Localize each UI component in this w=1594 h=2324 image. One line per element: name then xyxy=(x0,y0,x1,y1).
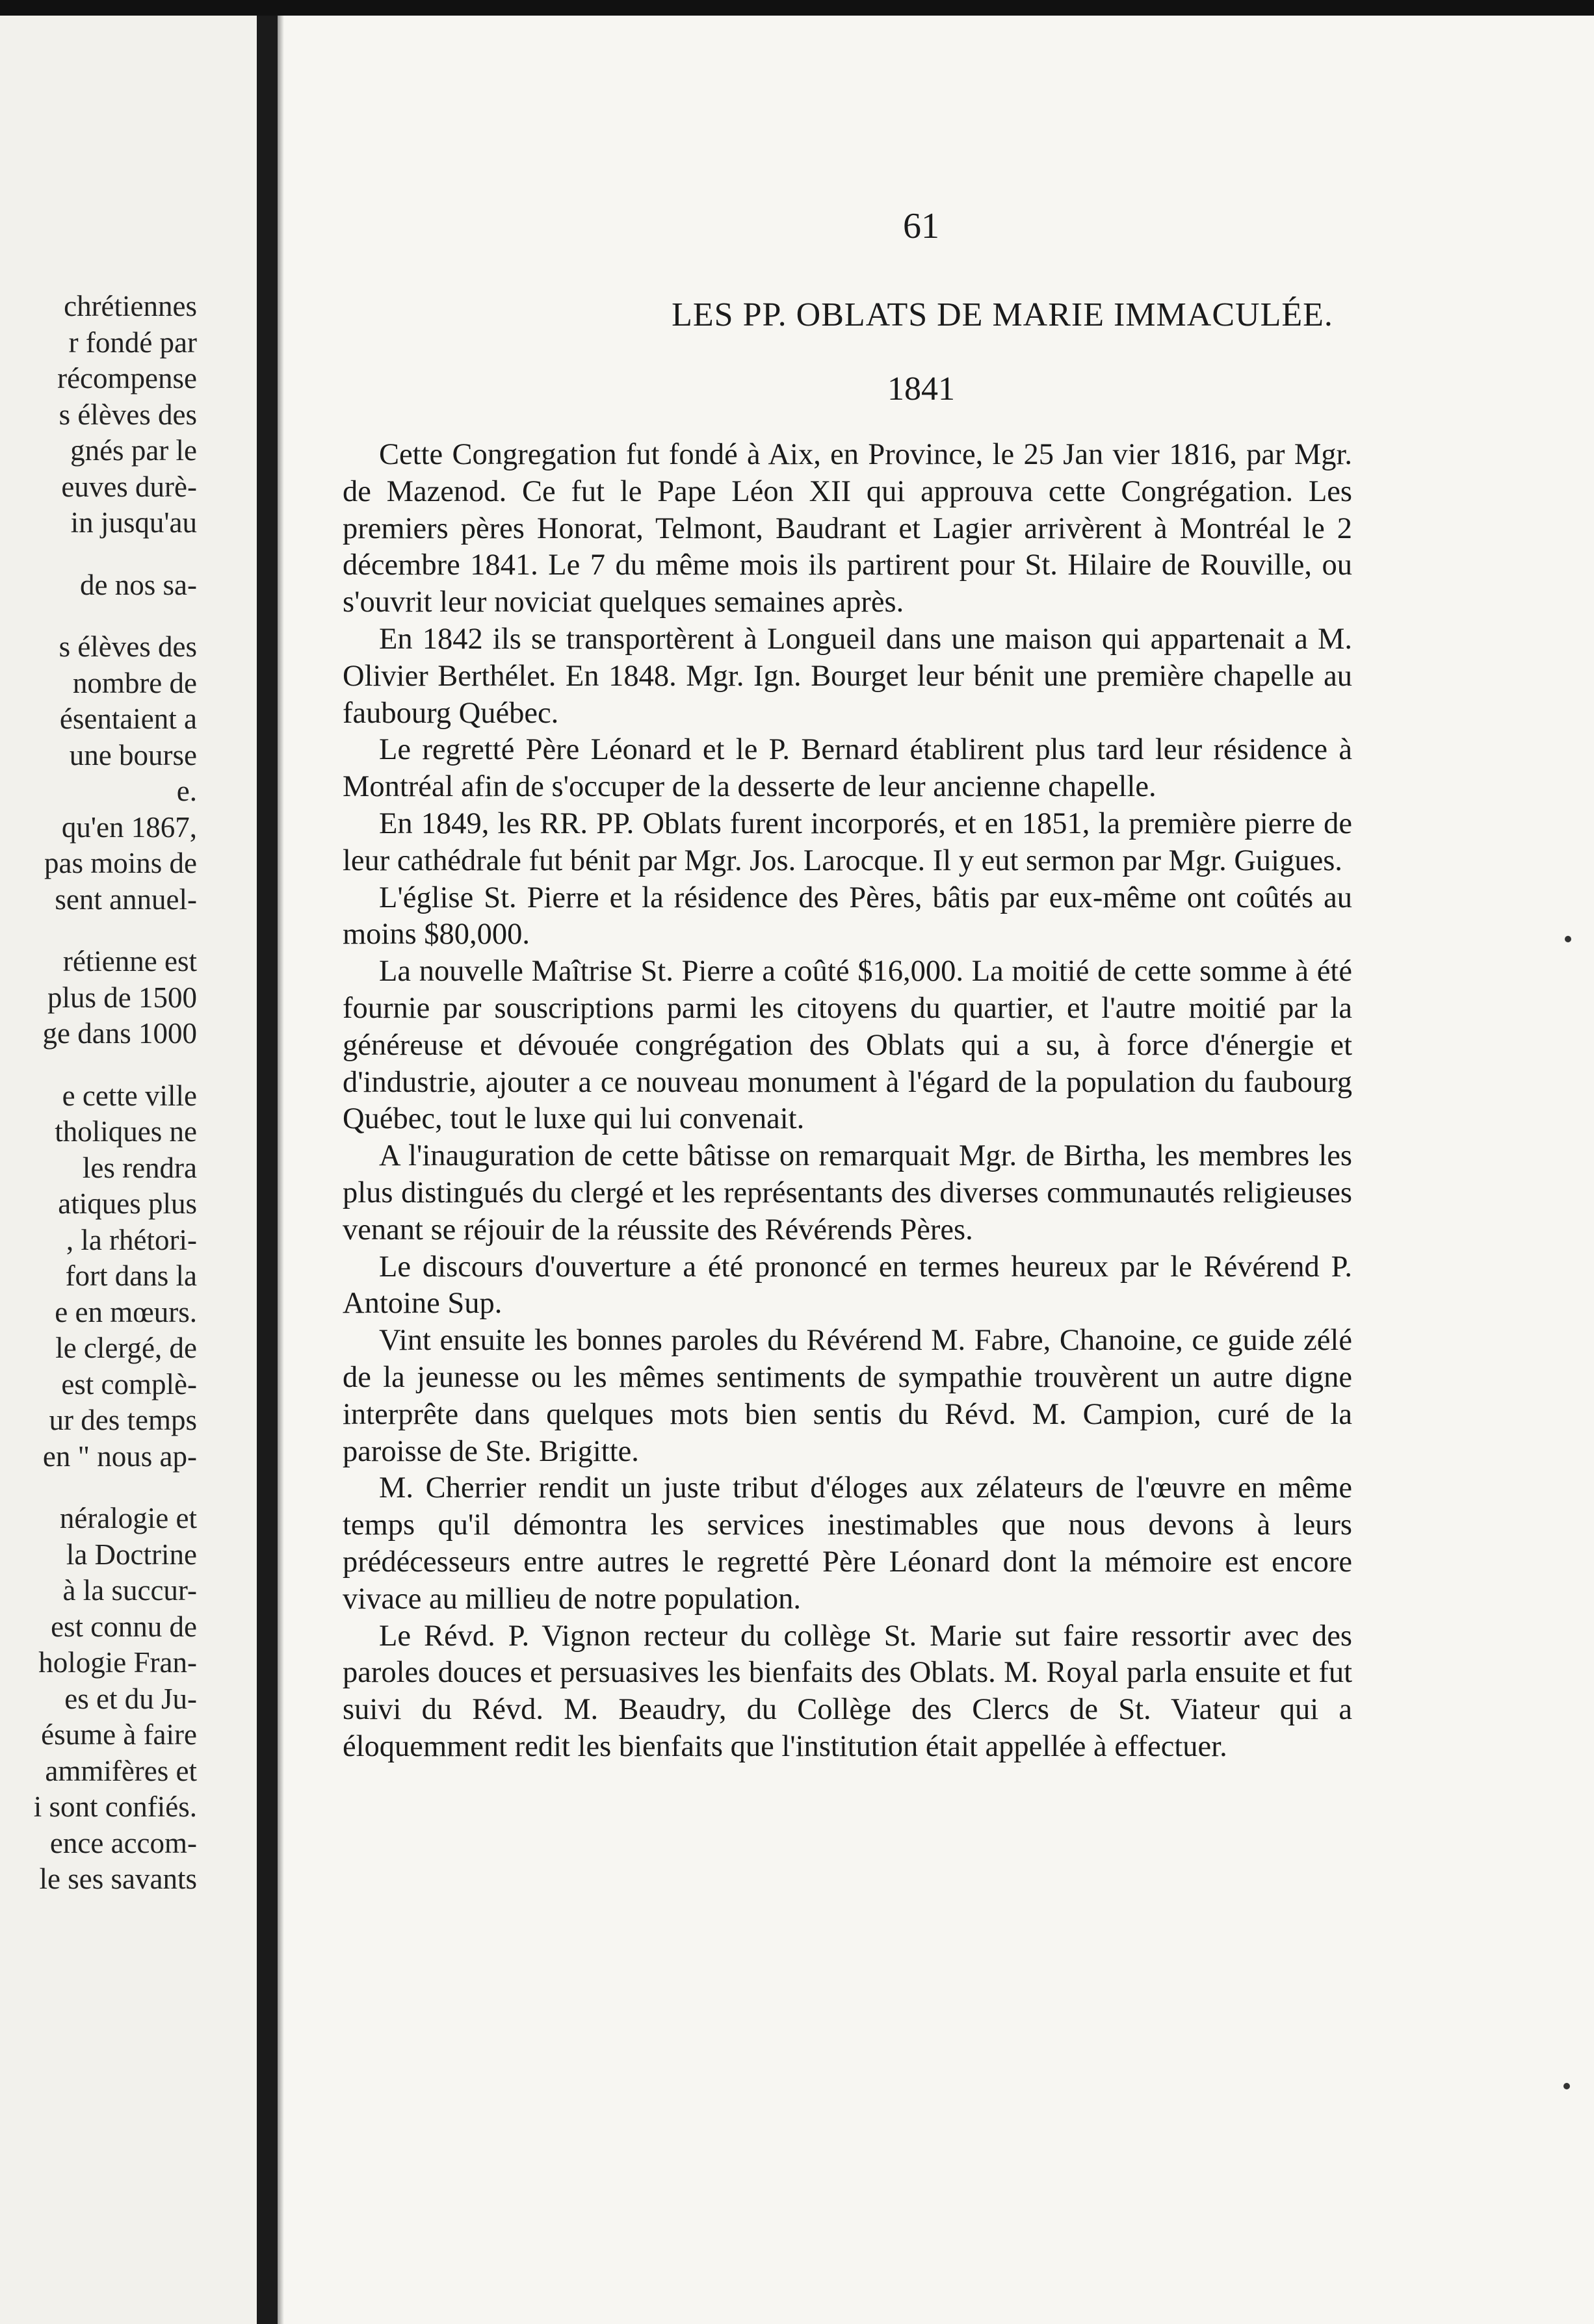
paragraph: En 1842 ils se transportèrent à Longueil dans une maison qui appartenait a M. Olivier Berthélet. En 1848. Mgr. Ign. Bourget leur bénit une première chapelle au faubourg Québec. xyxy=(343,622,1352,730)
facing-page-line: ur des temps xyxy=(49,1404,197,1436)
facing-page-line: le clergé, de xyxy=(55,1332,197,1364)
paragraph: Le discours d'ouverture a été prononcé en termes heureux par le Révérend P. Antoine Sup. xyxy=(343,1250,1352,1321)
gutter-shadow xyxy=(278,16,284,2324)
section-year: 1841 xyxy=(887,370,955,407)
facing-page-line: r fondé par xyxy=(68,326,197,359)
facing-page-line: nombre de xyxy=(72,666,197,699)
scan-speck xyxy=(1563,2083,1570,2089)
facing-page-line: ésentaient a xyxy=(59,703,197,735)
facing-page-line: une bourse xyxy=(69,738,197,771)
page xyxy=(284,16,1594,2324)
facing-page-line: plus de 1500 xyxy=(47,981,197,1014)
paragraph: En 1849, les RR. PP. Oblats furent incorporés, et en 1851, la première pierre de leur cathédrale fut bénit par Mgr. Jos. Larocque. Il y eut sermon par Mgr. Guigues. xyxy=(343,807,1352,877)
paragraph: Cette Congregation fut fondé à Aix, en Province, le 25 Jan vier 1816, par Mgr. de Mazenod. Ce fut le Pape Léon XII qui approuva cette Congrégation. Les premiers pères Honorat, Telmont, Baudrant et Lagier arrivèrent à Montréal le 2 décembre 1841. Le 7 du même mois ils partirent pour St. Hilaire de Rouville, ou s'ouvrit leur noviciat quelques semaines après. xyxy=(343,438,1352,619)
facing-page-line: sent annuel- xyxy=(55,883,197,916)
facing-page-line: e. xyxy=(176,775,197,807)
body-text xyxy=(343,437,1352,1766)
facing-page-line: tholiques ne xyxy=(55,1115,197,1148)
facing-page-line: le ses savants xyxy=(39,1863,197,1895)
facing-page-line: fort dans la xyxy=(65,1259,197,1292)
paragraph: La nouvelle Maîtrise St. Pierre a coûté $16,000. La moitié de cette somme à été fournie par souscriptions parmi les citoyens du quartier, et l'autre moitié par la généreuse et dévouée congrégation des Oblats qui a su, à force d'énergie et d'industrie, ajouter a ce nouveau monument à l'égard de la population du faubourg Québec, tout le luxe qui lui convenait. xyxy=(343,955,1352,1136)
facing-page-line: néralogie et xyxy=(59,1502,197,1534)
facing-page-line: ammifères et xyxy=(45,1754,197,1787)
facing-page-line: s élèves des xyxy=(59,398,197,431)
paragraph: A l'inauguration de cette bâtisse on remarquait Mgr. de Birtha, les membres les plus distingués du clergé et les représentants des diverses communautés religieuses venant se réjouir de la réussite des Révérends Pères. xyxy=(343,1139,1352,1246)
facing-page-line: euves durè- xyxy=(61,470,197,503)
facing-page-line: est complè- xyxy=(61,1367,197,1401)
facing-page-line: , la rhétori- xyxy=(66,1223,197,1256)
facing-page-line: à la succur- xyxy=(62,1574,197,1607)
paragraph: L'église St. Pierre et la résidence des Pères, bâtis par eux-même ont coûtés au moins $80,000. xyxy=(343,881,1352,951)
facing-page-line: chrétiennes xyxy=(64,290,197,322)
facing-page-fragment xyxy=(0,16,257,2324)
facing-page-line: ge dans 1000 xyxy=(42,1017,197,1050)
paragraph: Le regretté Père Léonard et le P. Bernard établirent plus tard leur résidence à Montréal afin de s'occuper de la desserte de leur ancienne chapelle. xyxy=(343,733,1352,804)
facing-page-line: ésume à faire xyxy=(41,1718,197,1751)
facing-page-line: e cette ville xyxy=(62,1079,197,1112)
facing-page-text xyxy=(0,289,257,2316)
facing-page-line: est connu de xyxy=(51,1610,197,1643)
paragraph: Vint ensuite les bonnes paroles du Révérend M. Fabre, Chanoine, ce guide zélé de la jeunesse ou les mêmes sentiments de sympathie trouvèrent un autre digne interprête dans quelques mots bien sentis du Révd. M. Campion, curé de la paroisse de Ste. Brigitte. xyxy=(343,1324,1352,1468)
facing-page-line: e en mœurs. xyxy=(55,1295,197,1328)
facing-page-line: atiques plus xyxy=(58,1187,197,1220)
facing-page-line: in jusqu'au xyxy=(70,506,197,539)
scan-top-border xyxy=(0,0,1594,16)
line-gap xyxy=(0,541,257,567)
paragraph: Le Révd. P. Vignon recteur du collège St. Marie sut faire ressortir avec des paroles douces et persuasives les bienfaits des Oblats. M. Royal parla ensuite et fut suivi du Révd. M. Beaudry, du Collège des Clercs de St. Viateur qui a éloquemment redit les bienfaits que l'institution était appellée à effectuer. xyxy=(343,1619,1352,1763)
line-gap xyxy=(0,603,257,629)
facing-page-line: ence accom- xyxy=(49,1826,197,1859)
line-gap xyxy=(0,918,257,944)
facing-page-line: de nos sa- xyxy=(80,568,197,601)
facing-page-line: rétienne est xyxy=(62,945,197,977)
scan-speck xyxy=(1565,936,1571,942)
facing-page-line: en " nous ap- xyxy=(42,1440,197,1473)
facing-page-line: pas moins de xyxy=(44,847,197,879)
page-number: 61 xyxy=(903,206,939,246)
facing-page-line: es et du Ju- xyxy=(64,1682,197,1715)
facing-page-line: la Doctrine xyxy=(66,1538,197,1571)
book-gutter xyxy=(257,16,278,2324)
facing-page-line: récompense xyxy=(57,362,197,394)
facing-page-line: s élèves des xyxy=(59,630,197,663)
facing-page-line: i sont confiés. xyxy=(33,1790,197,1823)
paragraph: M. Cherrier rendit un juste tribut d'éloges aux zélateurs de l'œuvre en même temps qu'il démontra les services inestimables que nous devons à leurs prédécesseurs entre autres le regretté Père Léonard dont la mémoire est encore vivace au millieu de notre population. xyxy=(343,1471,1352,1616)
facing-page-line: qu'en 1867, xyxy=(61,810,197,844)
line-gap xyxy=(0,1475,257,1501)
line-gap xyxy=(0,1052,257,1078)
facing-page-line: gnés par le xyxy=(70,434,197,467)
section-title: LES PP. OBLATS DE MARIE IMMACULÉE. xyxy=(672,296,1333,333)
facing-page-line: hologie Fran- xyxy=(38,1646,197,1679)
facing-page-line: les rendra xyxy=(82,1151,197,1184)
